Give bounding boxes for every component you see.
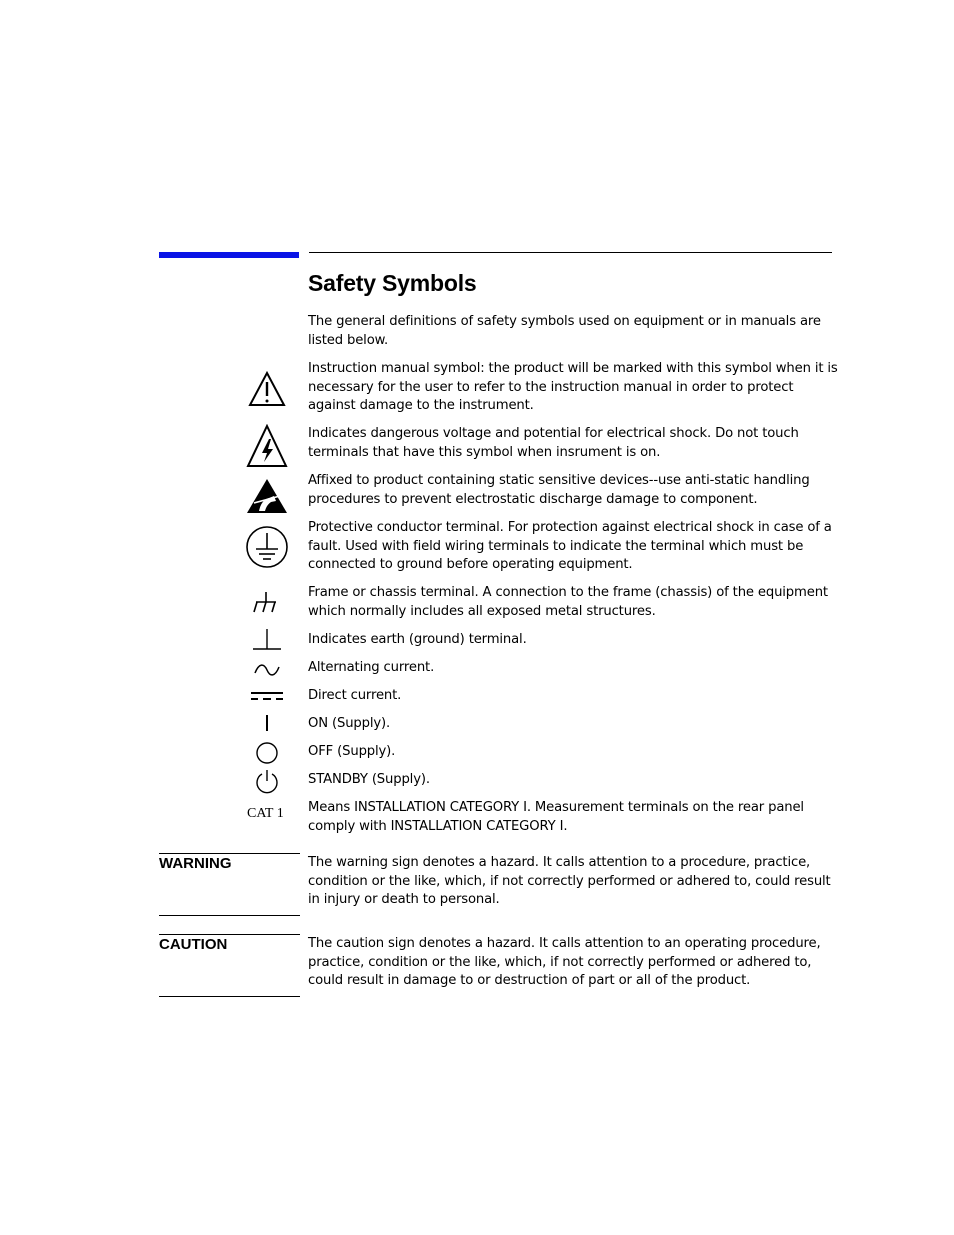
caution-bottom-rule <box>159 996 300 997</box>
symbol-desc-on: ON (Supply). <box>308 716 391 731</box>
esd-icon <box>246 478 288 514</box>
standby-icon <box>254 768 280 794</box>
warning-bottom-rule <box>159 915 300 916</box>
cat-label: CAT 1 <box>247 806 284 821</box>
section-accent-bar <box>159 252 299 258</box>
symbol-desc-esd: Affixed to product containing static sensitive devices--use anti-static handling procedures to prevent electrostatic discharge damage to component. <box>308 473 810 507</box>
ac-icon <box>253 662 281 678</box>
protective-earth-icon <box>245 525 289 569</box>
intro-paragraph: The general definitions of safety symbols used on equipment or in manuals are listed below. <box>308 314 821 348</box>
power-on-icon <box>260 713 274 733</box>
symbol-desc-protective: Protective conductor terminal. For protection against electrical shock in case of a fault. Used with field wiring terminals to indicate the terminal which must be connected to ground before operating equipment. <box>308 520 832 573</box>
high-voltage-icon <box>246 424 288 468</box>
warning-top-rule <box>159 853 300 854</box>
earth-ground-icon <box>252 628 282 652</box>
caution-triangle-icon <box>248 371 286 407</box>
symbol-desc-instruction: Instruction manual symbol: the product will be marked with this symbol when it is necessary for the user to refer to the instruction manual in order to protect against damage to the instrument. <box>308 361 838 414</box>
power-off-icon <box>255 741 279 765</box>
chassis-ground-icon <box>252 590 280 616</box>
top-rule <box>309 252 832 253</box>
symbol-desc-dc: Direct current. <box>308 688 402 703</box>
symbol-desc-voltage: Indicates dangerous voltage and potential for electrical shock. Do not touch terminals that have this symbol when insrument is on. <box>308 426 799 460</box>
symbol-desc-cat: Means INSTALLATION CATEGORY I. Measurement terminals on the rear panel comply with INSTALLATION CATEGORY I. <box>308 800 804 834</box>
warning-text: The warning sign denotes a hazard. It calls attention to a procedure, practice, condition or the like, which, if not correctly performed or adhered to, could result in injury or death to personal. <box>308 855 831 908</box>
symbol-desc-off: OFF (Supply). <box>308 744 396 759</box>
symbol-desc-ac: Alternating current. <box>308 660 435 675</box>
caution-label: CAUTION <box>159 936 228 953</box>
symbol-desc-standby: STANDBY (Supply). <box>308 772 430 787</box>
page-title: Safety Symbols <box>308 270 477 296</box>
warning-label: WARNING <box>159 855 232 872</box>
symbol-desc-earth: Indicates earth (ground) terminal. <box>308 632 527 647</box>
dc-icon <box>250 690 284 702</box>
caution-top-rule <box>159 934 300 935</box>
symbol-desc-chassis: Frame or chassis terminal. A connection to the frame (chassis) of the equipment which normally includes all exposed metal structures. <box>308 585 828 619</box>
caution-text: The caution sign denotes a hazard. It calls attention to an operating procedure, practice, condition or the like, which, if not correctly performed or adhered to, could result in damage to or destruction of part or all of the product. <box>308 936 821 989</box>
